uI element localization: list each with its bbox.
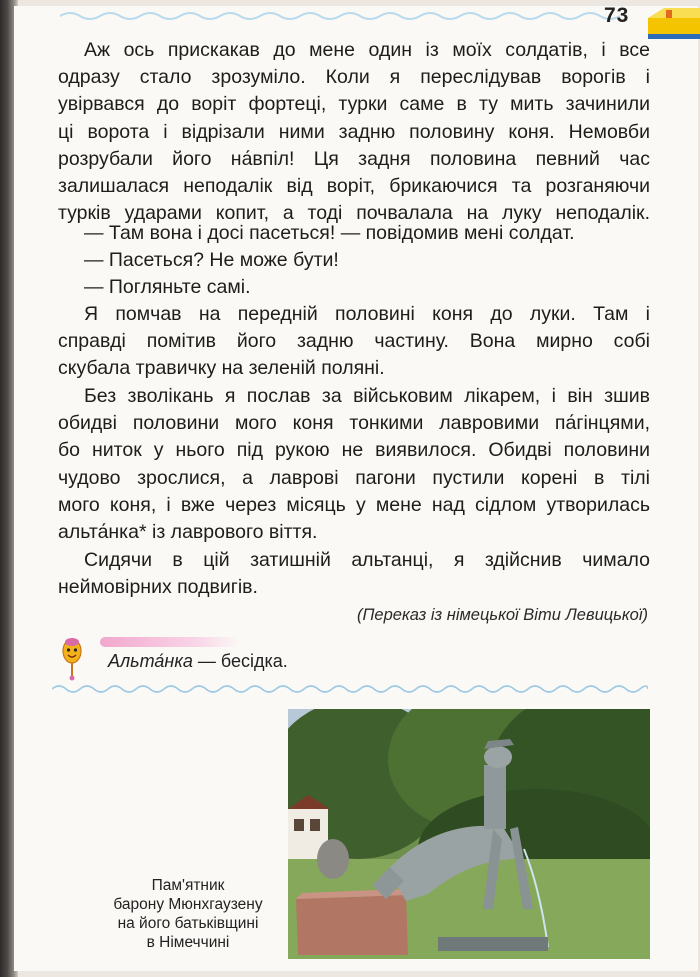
munchausen-monument-photo: [288, 709, 650, 959]
paragraph-6: [58, 383, 650, 546]
text-line: увірвався до воріт фортеці, турки саме в ту мить зачинили: [58, 93, 650, 116]
text-line: Без зволікань я послав за військовим лікарем, і він зшив: [84, 385, 650, 407]
paragraph-2: [84, 220, 650, 247]
paragraph-1: [58, 37, 650, 227]
glossary-entry: [108, 651, 288, 672]
text-line: турків ударами копит, а тоді почвалала на луку неподалік.: [58, 202, 650, 225]
photo-caption: [104, 876, 272, 952]
text-line: альта́нка* із лаврового віття.: [58, 521, 318, 544]
paragraph-7: [58, 547, 650, 601]
glossary-highlight-bar: [100, 637, 240, 647]
text-line: неймовірних подвигів.: [58, 576, 258, 599]
text-line: справді помітив його задню частину. Вона мирно собі: [58, 330, 650, 353]
text-line: обидві половини мого коня тонкими лавровими па́гінцями,: [58, 412, 650, 435]
text-line: — Там вона і досі пасеться! — повідомив мені солдат.: [84, 222, 575, 244]
text-line: — Погляньте самі.: [84, 276, 251, 298]
caption-line: в Німеччині: [146, 934, 230, 951]
text-line: — Пасеться? Не може бути!: [84, 249, 339, 271]
caption-line: барону Мюнхгаузену: [113, 896, 263, 913]
glossary-definition: — бесідка.: [192, 651, 288, 671]
translation-source: (Переказ із німецької Віти Левицької): [356, 606, 648, 624]
text-line: чудово зрослися, а лаврові пагони пустили корені в тілі: [58, 466, 650, 489]
caption-line: на його батьківщині: [117, 915, 259, 932]
text-line: Я помчав на передній половині коня до луки. Там і: [84, 303, 650, 325]
paragraph-3: [84, 247, 650, 274]
text-line: скубала травичку на зеленій поляні.: [58, 357, 385, 380]
text-line: мого коня, і вже через місяць у мене над сідлом утворилась: [58, 493, 650, 516]
text-line: бо ниток у нього під рукою не виявилося. Обидві половини: [58, 439, 650, 462]
paragraph-4: [84, 274, 650, 301]
text-line: Сидячи в цій затишній альтанці, я здійснив чимало: [84, 549, 650, 571]
section-wave-divider: [52, 682, 648, 696]
corner-book-icon: [644, 4, 700, 48]
text-line: Аж ось прискакав до мене один із моїх солдатів, і все: [84, 39, 650, 61]
paragraph-5: [58, 301, 650, 383]
page-number: 73: [604, 4, 630, 27]
text-line: ці ворота і відрізали ними задню половину коня. Немовби: [58, 120, 650, 143]
glossary-term: Альта́нка: [108, 651, 193, 671]
text-line: одразу стало зрозуміло. Коли я переслідував ворогів і: [58, 66, 650, 89]
text-line: залишалася неподалік від воріт, брикаючися та розганяючи: [58, 175, 650, 198]
monument-illustration: [288, 709, 650, 959]
caption-line: Пам'ятник: [151, 877, 225, 894]
glossary-character-icon: [60, 637, 84, 681]
text-line: розрубали його на́впіл! Ця задня половина певний час: [58, 147, 650, 170]
top-wave-decoration: [60, 8, 620, 24]
